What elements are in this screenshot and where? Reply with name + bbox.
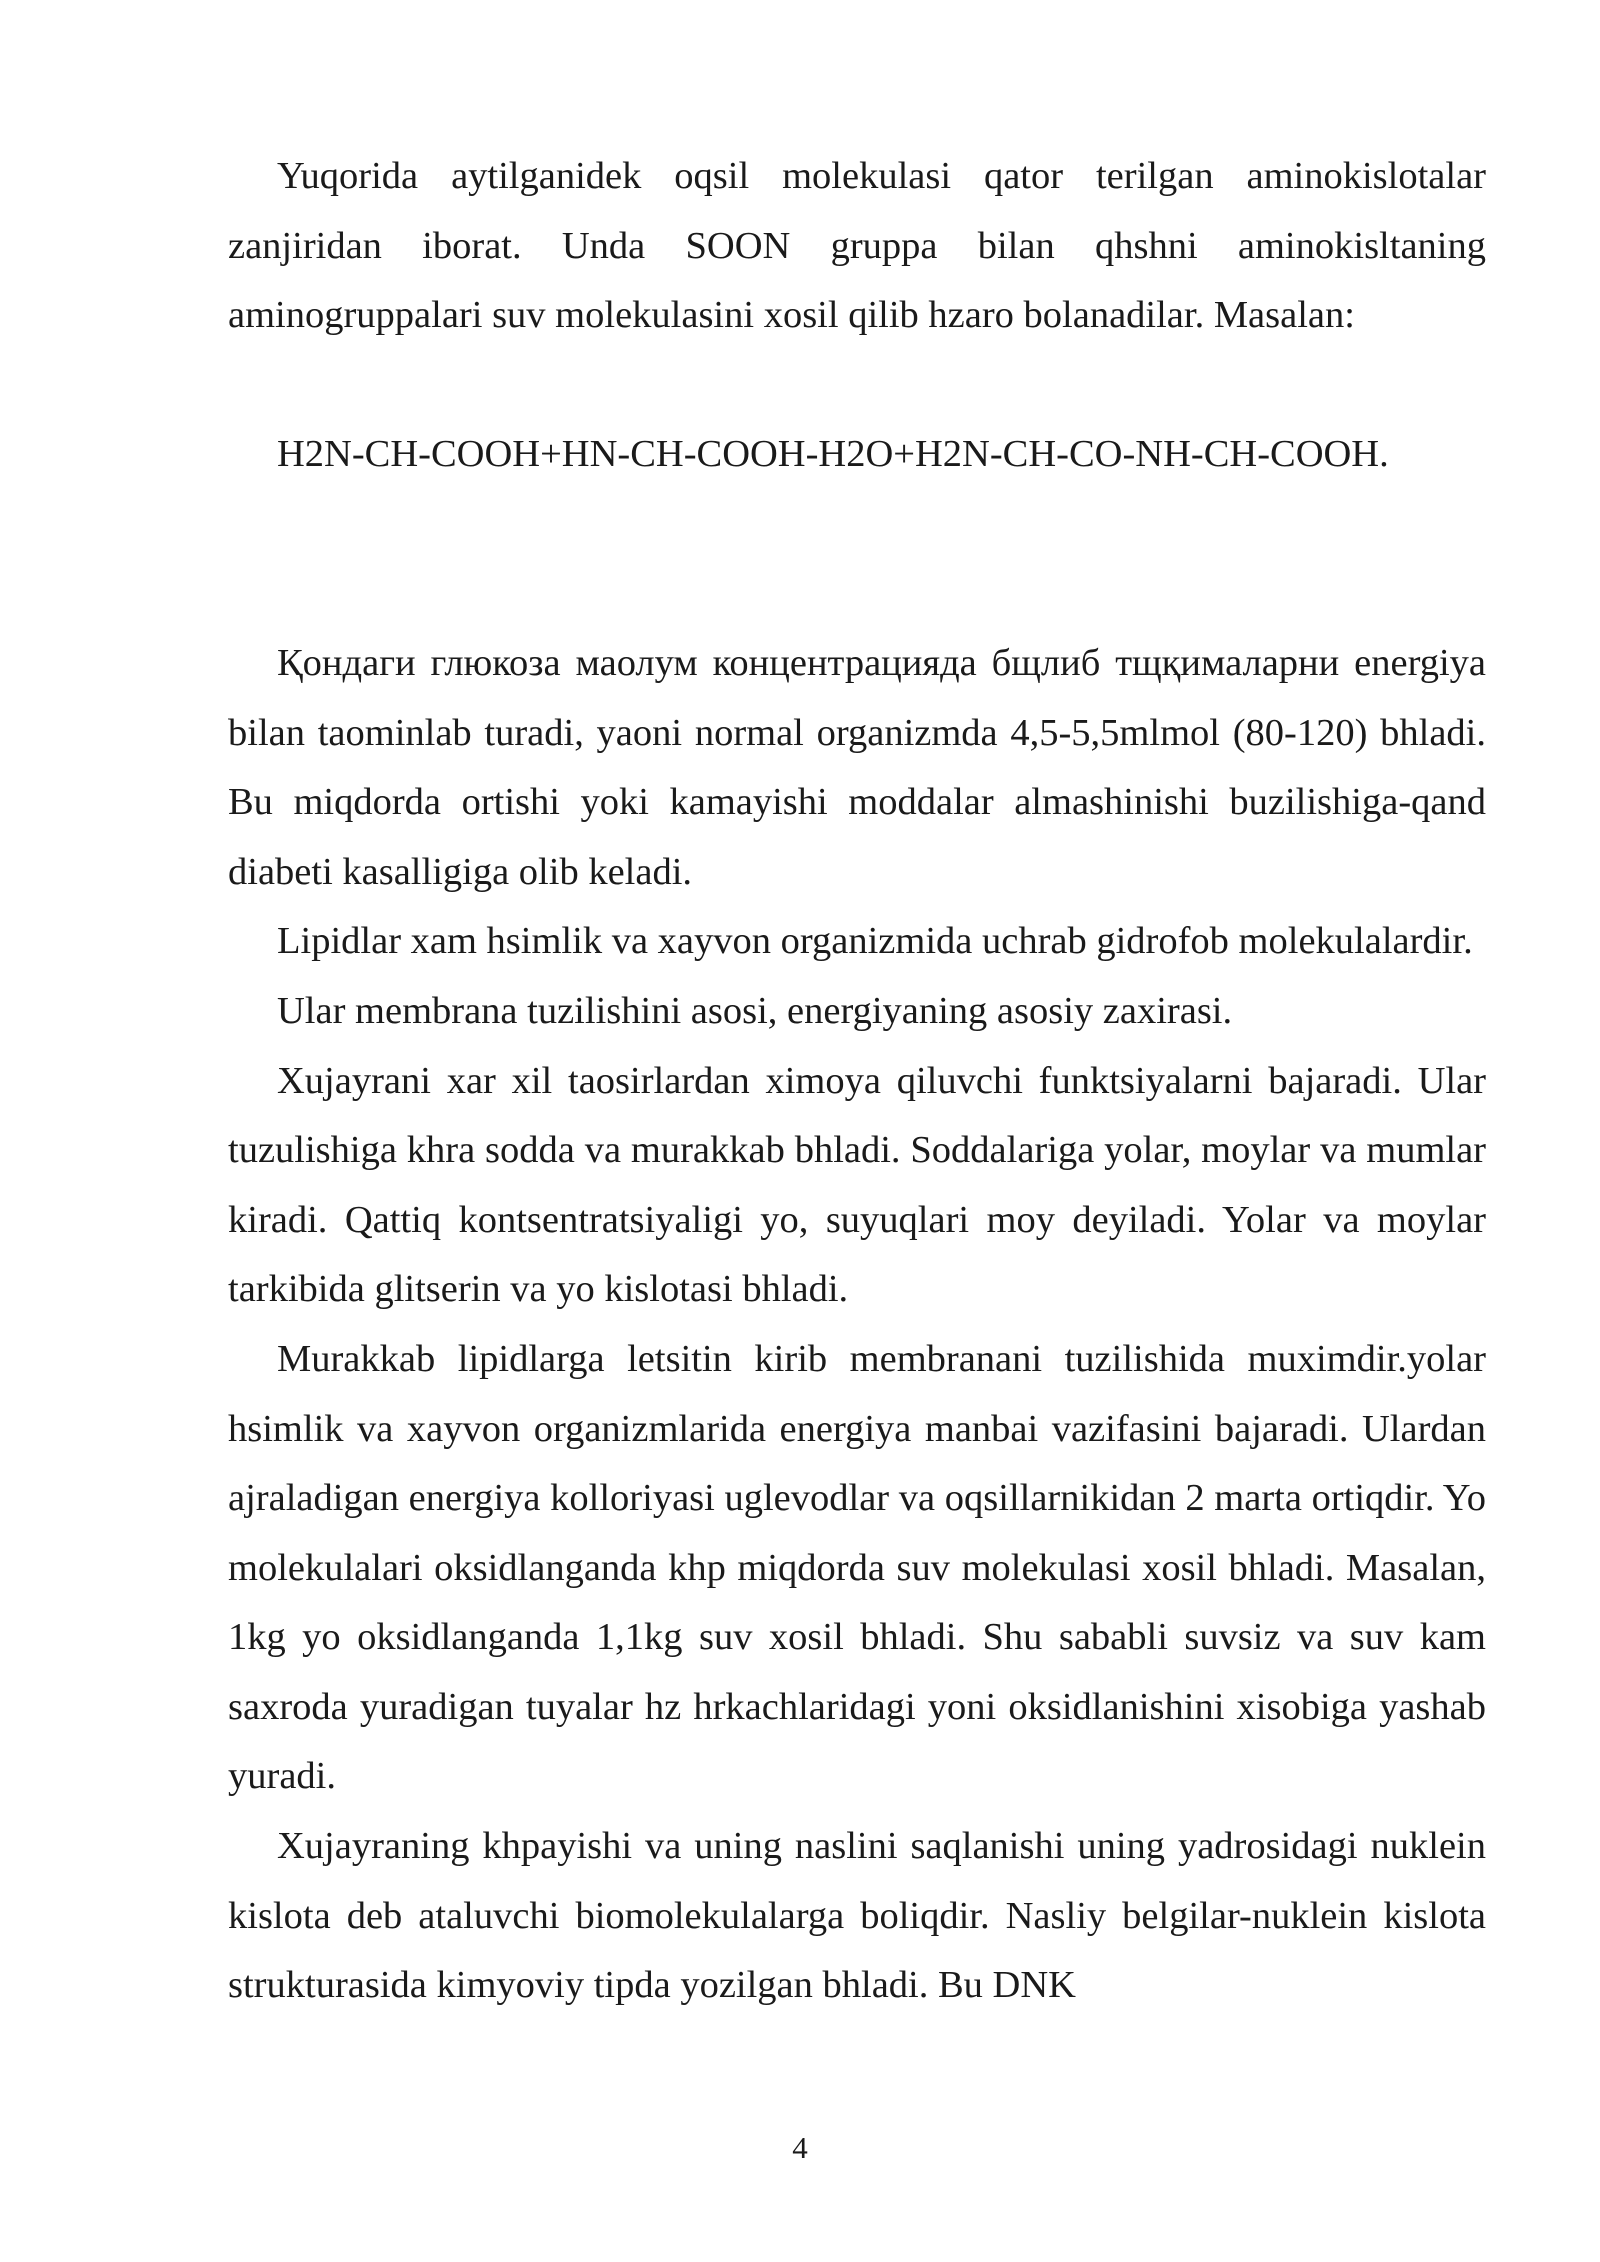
paragraph-protein-chain: Yuqorida aytilganidek oqsil molekulasi qator terilgan aminokislotalar zanjiridan iborat. Unda SOON gruppa bilan qhshni aminokisltaning aminogruppalari suv molekulasini xosil qilib hzaro bolanadilar. Masalan: [228,155,1486,337]
chemical-formula: H2N-CH-COOH+HN-CH-COOH-H2O+H2N-CH-CO-NH-CH-COOH. [277,433,1389,476]
paragraph-nucleic-acids: Xujayraning khpayishi va uning naslini saqlanishi uning yadrosidagi nuklein kislota deb ataluvchi biomolekulalarga boliqdir. Nasliy belgilar-nuklein kislota strukturasida kimyoviy tipda yozilgan bhladi. Bu DNK [228,1825,1486,2007]
body-text [228,142,1486,2021]
spacer [228,351,1486,421]
page-number: 4 [792,2130,808,2165]
paragraph-complex-lipids: Murakkab lipidlarga letsitin kirib membranani tuzilishida muximdir.yolar hsimlik va xayvon organizmlarida energiya manbai vazifasini bajaradi. Ulardan ajraladigan energiya kolloriyasi uglevodlar va oqsillarnikidan 2 marta ortiqdir. Yo molekulalari oksidlanganda khp miqdorda suv molekulasi xosil bhladi. Masalan, 1kg yo oksidlanganda 1,1kg suv xosil bhladi. Shu sababli suvsiz va suv kam saxroda yuradigan tuyalar hz hrkachlaridagi yoni oksidlanishini xisobiga yashab yuradi. [228,1337,1486,1798]
paragraph-lipid-functions: Xujayrani xar xil taosirlardan ximoya qiluvchi funktsiyalarni bajaradi. Ular tuzulishiga khra sodda va murakkab bhladi. Soddalariga yolar, moylar va mumlar kiradi. Qattiq kontsentratsiyaligi yo, suyuqlari moy deyiladi. Yolar va moylar tarkibida glitserin va yo kislotasi bhladi. [228,1059,1486,1311]
paragraph-glucose: Қондаги глюкоза маолум концентрацияда бщлиб тщқималарни energiya bilan taominlab turadi, yaoni normal organizmda 4,5-5,5mlmol (80-120) bhladi. Bu miqdorda ortishi yoki kamayishi moddalar almashinishi buzilishiga-qand diabeti kasalligiga olib keladi. [228,641,1486,893]
spacer [228,490,1486,629]
paragraph-membrane: Ular membrana tuzilishini asosi, energiyaning asosiy zaxirasi. [277,989,1233,1032]
paragraph-lipids-intro: Lipidlar xam hsimlik va xayvon organizmida uchrab gidrofob molekulalardir. [277,920,1473,963]
